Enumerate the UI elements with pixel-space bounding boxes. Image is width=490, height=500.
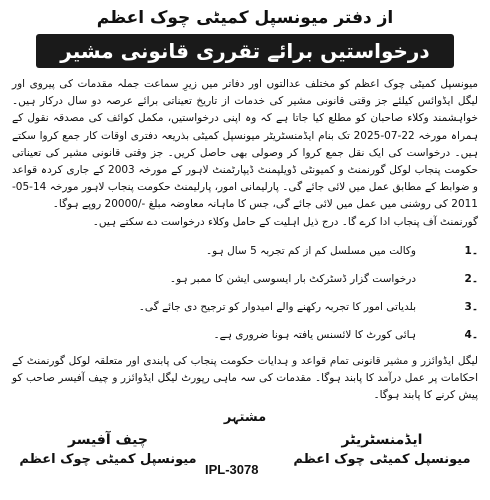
- eligibility-item: [12, 293, 478, 321]
- eligibility-number: 1۔: [464, 244, 478, 257]
- administrator-title: ایڈمنسٹریٹر: [341, 432, 423, 448]
- eligibility-item: [12, 237, 478, 265]
- eligibility-item: [12, 265, 478, 293]
- office-header: از دفتر میونسپل کمیٹی چوک اعظم: [96, 8, 394, 28]
- closing-text: لیگل ایڈوائزر و مشیر قانونی تمام قواعد و ہدایات حکومت پنجاب کی پابندی اور متعلقہ لوکل گورنمنٹ کے احکامات پر عمل درآمد کا پابند ہوگا۔ مقدمات کی سہ ماہی رپورٹ لیگل ایڈوائزر و چیف آفیسر صاحب کو پیش کرنے کا پابند ہوگا۔: [12, 354, 478, 401]
- chief-officer-signature: [8, 430, 208, 478]
- ipl-number: IPL-3078: [205, 462, 259, 477]
- notice-paragraph-2: گورنمنٹ آف پنجاب ادا کرے گا۔ درج ذیل اہلیت کے حامل وکلاء درخواست دے سکتے ہیں۔: [92, 215, 478, 228]
- eligibility-item: [12, 321, 478, 349]
- administrator-signature: [282, 430, 482, 478]
- eligibility-text: وکالت میں مسلسل کم از کم تجربہ 5 سال ہو۔: [206, 244, 416, 257]
- notice-paragraph-1: میونسپل کمیٹی چوک اعظم کو مختلف عدالتوں اور دفاتر میں زیرِ سماعت جملہ مقدمات کی پیروی اور لیگل ایڈوائس کیلئے جز وقتی قانونی مشیر کی خدمات از تاریخ تعیناتی برائے عرصہ دو سال درکار ہیں۔ خواہشمند وکلاء صاحبان کو مطلع کیا جاتا ہے کہ وہ اپنی درخواستیں، مکمل کوائف کی مصدقہ نقول کے ہمراہ مورخہ 22-07-2025 تک بنام ایڈمنسٹریٹر میونسپل کمیٹی بذریعہ دفتری اوقات کار جمع کروا سکتے ہیں۔ درخواست کی ایک نقل جمع کروا کر وصولی بھی حاصل کریں۔ جز وقتی قانونی مشیر کی تعیناتی حکومت پنجاب لوکل گورنمنٹ و کمیونٹی ڈویلپمنٹ ڈیپارٹمنٹ لاہور کے مورخہ 2003 کے جاری کردہ قواعد و ضوابط کے مطابق عمل میں لائی جائے گی۔ پارلیمانی امور، پارلیمنٹ حکومت پنجاب لاہور مورخہ 14-05-2011 کی روشنی میں عمل میں لائی جائے گی، جس کا ماہانہ معاوضہ مبلغ -/20000 روپے ہوگا۔: [12, 78, 478, 211]
- eligibility-text: ہائی کورٹ کا لائسنس یافتہ ہونا ضروری ہے۔: [213, 328, 416, 341]
- administrator-office: میونسپل کمیٹی چوک اعظم: [293, 452, 471, 467]
- main-notice-text: [8, 76, 482, 231]
- eligibility-list: [8, 237, 482, 349]
- eligibility-number: 3۔: [464, 300, 478, 313]
- eligibility-text: بلدیاتی امور کا تجربہ رکھنے والے امیدوار کو ترجیح دی جائے گی۔: [138, 300, 416, 313]
- title-banner: درخواستیں برائے تقرری قانونی مشیر: [36, 34, 454, 68]
- announcer-label: مشتہر: [223, 409, 267, 425]
- eligibility-number: 2۔: [464, 272, 478, 285]
- chief-officer-title: چیف آفیسر: [68, 432, 148, 448]
- chief-officer-office: میونسپل کمیٹی چوک اعظم: [19, 452, 197, 467]
- eligibility-text: درخواست گزار ڈسٹرکٹ بار ایسوسی ایشن کا ممبر ہو۔: [169, 272, 416, 285]
- eligibility-number: 4۔: [464, 328, 478, 341]
